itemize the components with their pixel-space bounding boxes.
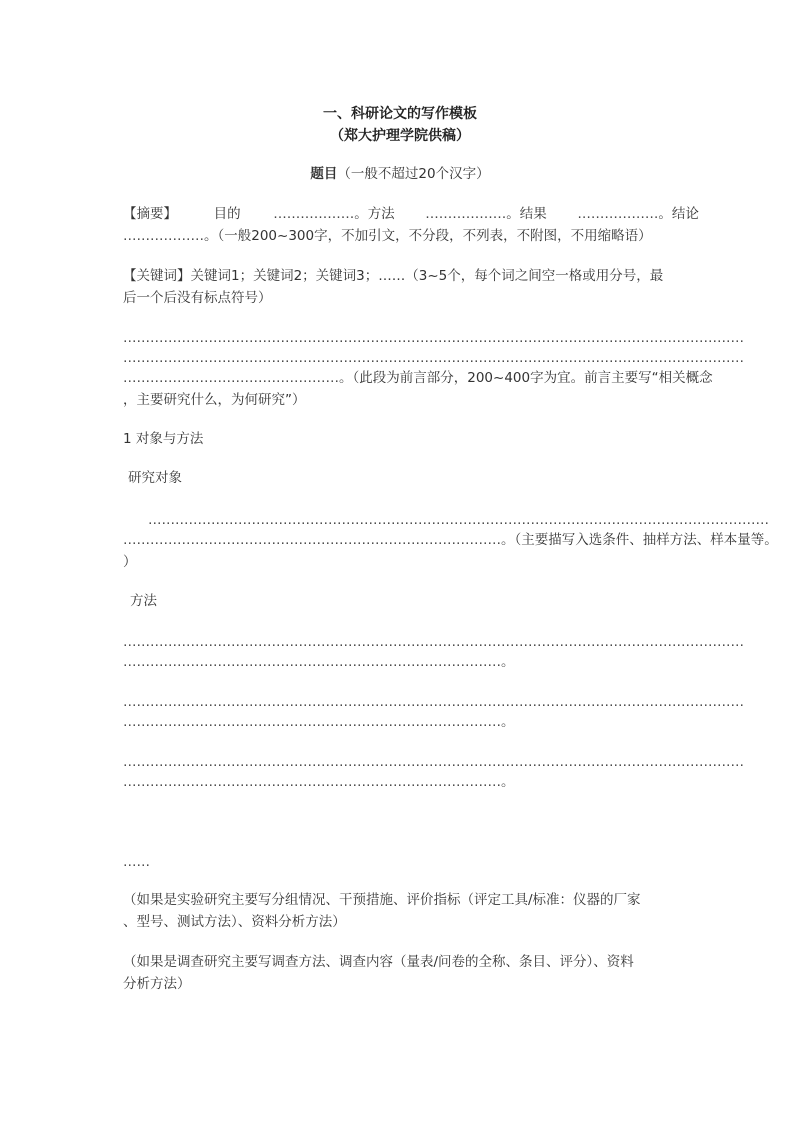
- title-label: 题目: [310, 166, 338, 182]
- abstract-conclusion-dots: ………………: [123, 228, 204, 244]
- stop-mark: 。: [204, 228, 218, 244]
- abstract-result-label: 结果: [519, 206, 547, 222]
- subjects-note: （主要描写入选条件、抽样方法、样本量等。: [514, 532, 778, 548]
- subjects-dots-1: …………………………………………………………………………………………………………………………: [148, 512, 769, 528]
- abstract-conclusion-label: 结论: [671, 206, 699, 222]
- methods-dots-1a: …………………………………………………………………………………………………………………………: [123, 634, 744, 650]
- experiment-note-line-2: 、型号、测试方法）、资料分析方法）: [123, 914, 346, 930]
- ellipsis: ……: [123, 854, 150, 870]
- keywords-text: 关键词1；关键词2；关键词3；……（3~5个，每个词之间空一格或用分号，最: [190, 268, 664, 284]
- keywords-line-1: [123, 264, 683, 288]
- document-heading: 一、科研论文的写作模板: [323, 106, 477, 122]
- title-line: [0, 162, 800, 186]
- intro-dots-1: …………………………………………………………………………………………………………………………: [123, 330, 744, 346]
- section-1-title: 1 对象与方法: [123, 431, 204, 447]
- abstract-line-2: [123, 224, 683, 248]
- subjects-dots-end: …………………………………………………………………………。: [123, 532, 515, 548]
- methods-dots-2a: …………………………………………………………………………………………………………………………: [123, 694, 744, 710]
- abstract-note: （一般200~300字，不加引文，不分段，不列表，不附图，不用缩略语）: [217, 228, 652, 244]
- subjects-note-line-2: ）: [123, 554, 137, 570]
- methods-dots-1b: …………………………………………………………………………。: [123, 654, 515, 670]
- intro-dots-end: …………………………………………。: [123, 370, 353, 386]
- intro-line-3: [123, 366, 713, 390]
- methods-dots-3a: …………………………………………………………………………………………………………………………: [123, 754, 744, 770]
- abstract-result-dots: ………………: [577, 206, 659, 222]
- survey-note-line-2: 分析方法）: [123, 976, 191, 992]
- methods-dots-3b: …………………………………………………………………………。: [123, 774, 515, 790]
- intro-dots-2: …………………………………………………………………………………………………………………………: [123, 350, 744, 366]
- keywords-label: 【关键词】: [123, 268, 191, 284]
- abstract-line-1: [123, 202, 699, 226]
- abstract-method-dots: ………………: [425, 206, 507, 222]
- subjects-title: 研究对象: [128, 470, 182, 486]
- stop-mark: 。: [354, 206, 368, 222]
- intro-note-line-2: ，主要研究什么，为何研究”）: [123, 392, 306, 408]
- abstract-purpose-label: 目的: [213, 206, 241, 222]
- stop-mark: 。: [658, 206, 672, 222]
- survey-note-line-1: （如果是调查研究主要写调查方法、调查内容（量表/问卷的全称、条目、评分）、资料: [123, 954, 634, 970]
- intro-note: （此段为前言部分，200~400字为宜。前言主要写“相关概念: [352, 370, 713, 386]
- stop-mark: 。: [506, 206, 520, 222]
- abstract-purpose-dots: ………………: [273, 206, 355, 222]
- subjects-line-2: [123, 528, 778, 552]
- title-note: （一般不超过20个汉字）: [337, 166, 490, 182]
- keywords-line-2: 后一个后没有标点符号）: [123, 290, 272, 306]
- document-subheading: （郑大护理学院供稿）: [330, 128, 470, 144]
- methods-title: 方法: [130, 593, 157, 609]
- abstract-method-label: 方法: [367, 206, 395, 222]
- abstract-label: 【摘要】: [123, 206, 177, 222]
- experiment-note-line-1: （如果是实验研究主要写分组情况、干预措施、评价指标（评定工具/标准：仪器的厂家: [123, 892, 641, 908]
- methods-dots-2b: …………………………………………………………………………。: [123, 714, 515, 730]
